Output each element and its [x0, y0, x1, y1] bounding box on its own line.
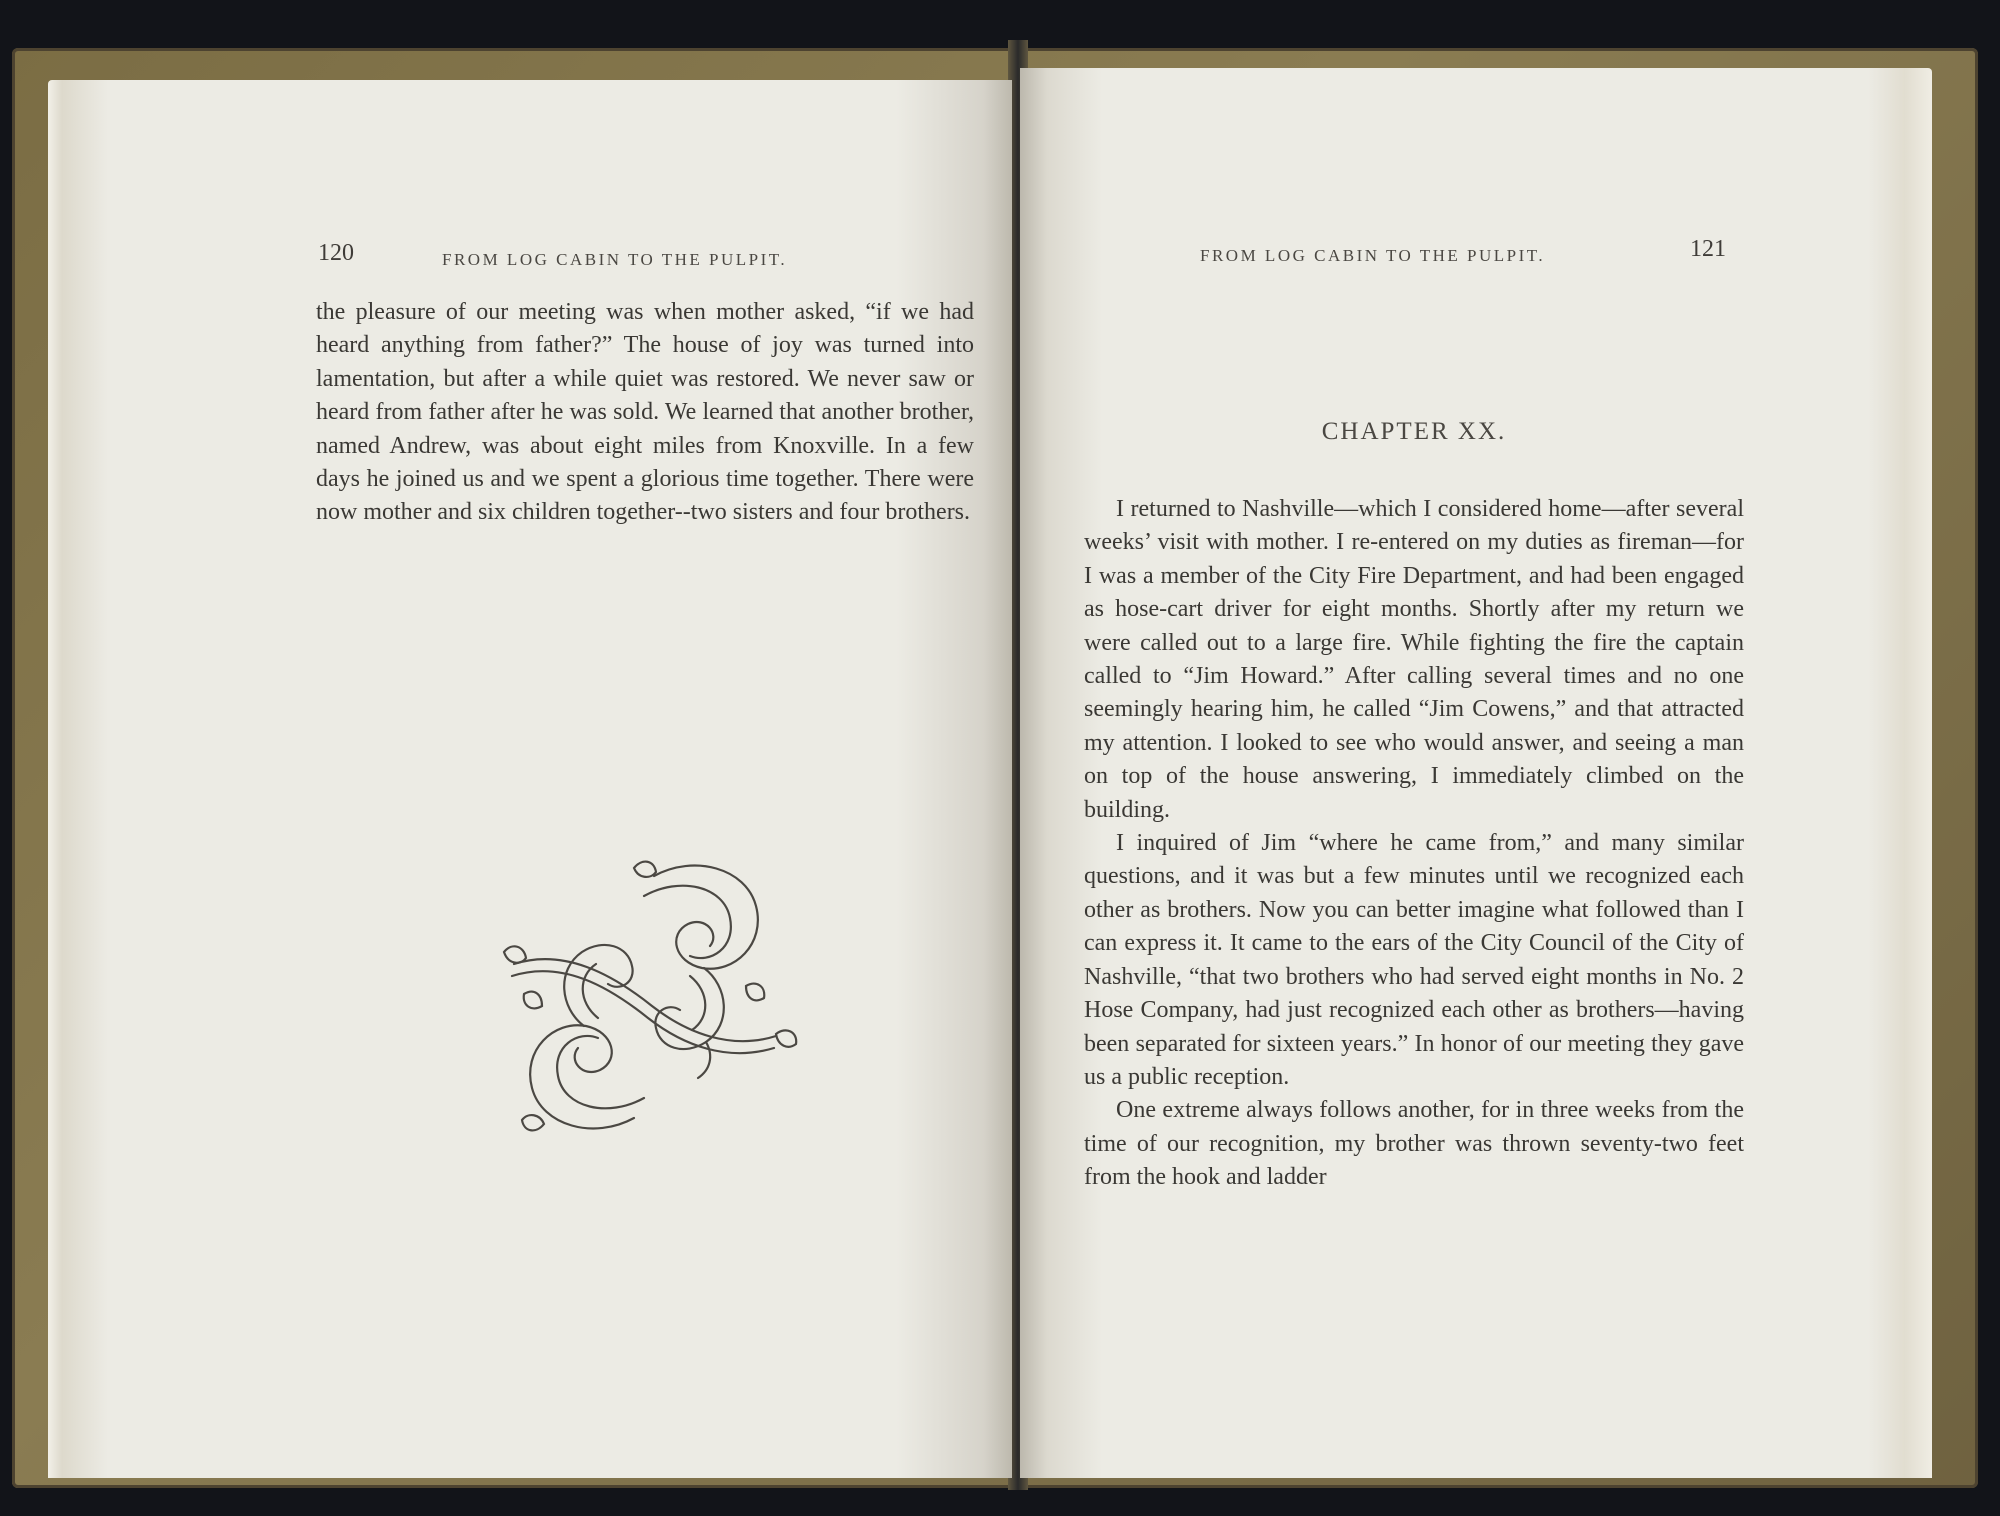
left-page-body [316, 296, 974, 530]
left-running-head: FROM LOG CABIN TO THE PULPIT. [442, 250, 788, 269]
right-paragraph: I inquired of Jim “where he came from,” and many similar questions, and it was but a few minutes until we recognized each other as brothers. Now you can better imagine what followed than I can express it. It came to the ears of the City Council of the City of Nashville, “that two brothers who had served eight months in No. 2 Hose Company, had just recognized each other as brothers—having been separated for sixteen years.” In honor of our meeting they gave us a public reception. [1084, 830, 1744, 1090]
right-paragraph: One extreme always follows another, for in three weeks from the time of our recognition, my brother was thrown seventy-two feet from the hook and ladder [1084, 1097, 1744, 1191]
left-page-number: 120 [318, 240, 354, 266]
right-page-number: 121 [1690, 236, 1726, 262]
right-page-body [1084, 493, 1744, 1195]
right-paragraph: I returned to Nashville—which I considered home—after several weeks’ visit with mother. I re-entered on my duties as fireman—for I was a member of the City Fire Department, and had been engaged as hose-cart driver for eight months. Shortly after my return we were called out to a large fire. While fighting the fire the captain called to “Jim Howard.” After calling several times and no one seemingly hearing him, he called “Jim Cowens,” and that attracted my attention. I looked to see who would answer, and seeing a man on top of the house answering, I immediately climbed on the building. [1084, 496, 1744, 823]
left-paragraph: the pleasure of our meeting was when mother asked, “if we had heard anything from father?” The house of joy was turned into lamentation, but after a while quiet was restored. We never saw or heard from father after he was sold. We learned that another brother, named Andrew, was about eight miles from Knoxville. In a few days he joined us and we spent a glorious time together. There were now mother and six children together--two sisters and four brothers. [316, 299, 974, 526]
right-running-head: FROM LOG CABIN TO THE PULPIT. [1200, 246, 1546, 265]
chapter-title: CHAPTER XX. [1321, 418, 1507, 445]
floral-scroll-ornament-icon [484, 856, 804, 1138]
left-page [48, 80, 1012, 1478]
